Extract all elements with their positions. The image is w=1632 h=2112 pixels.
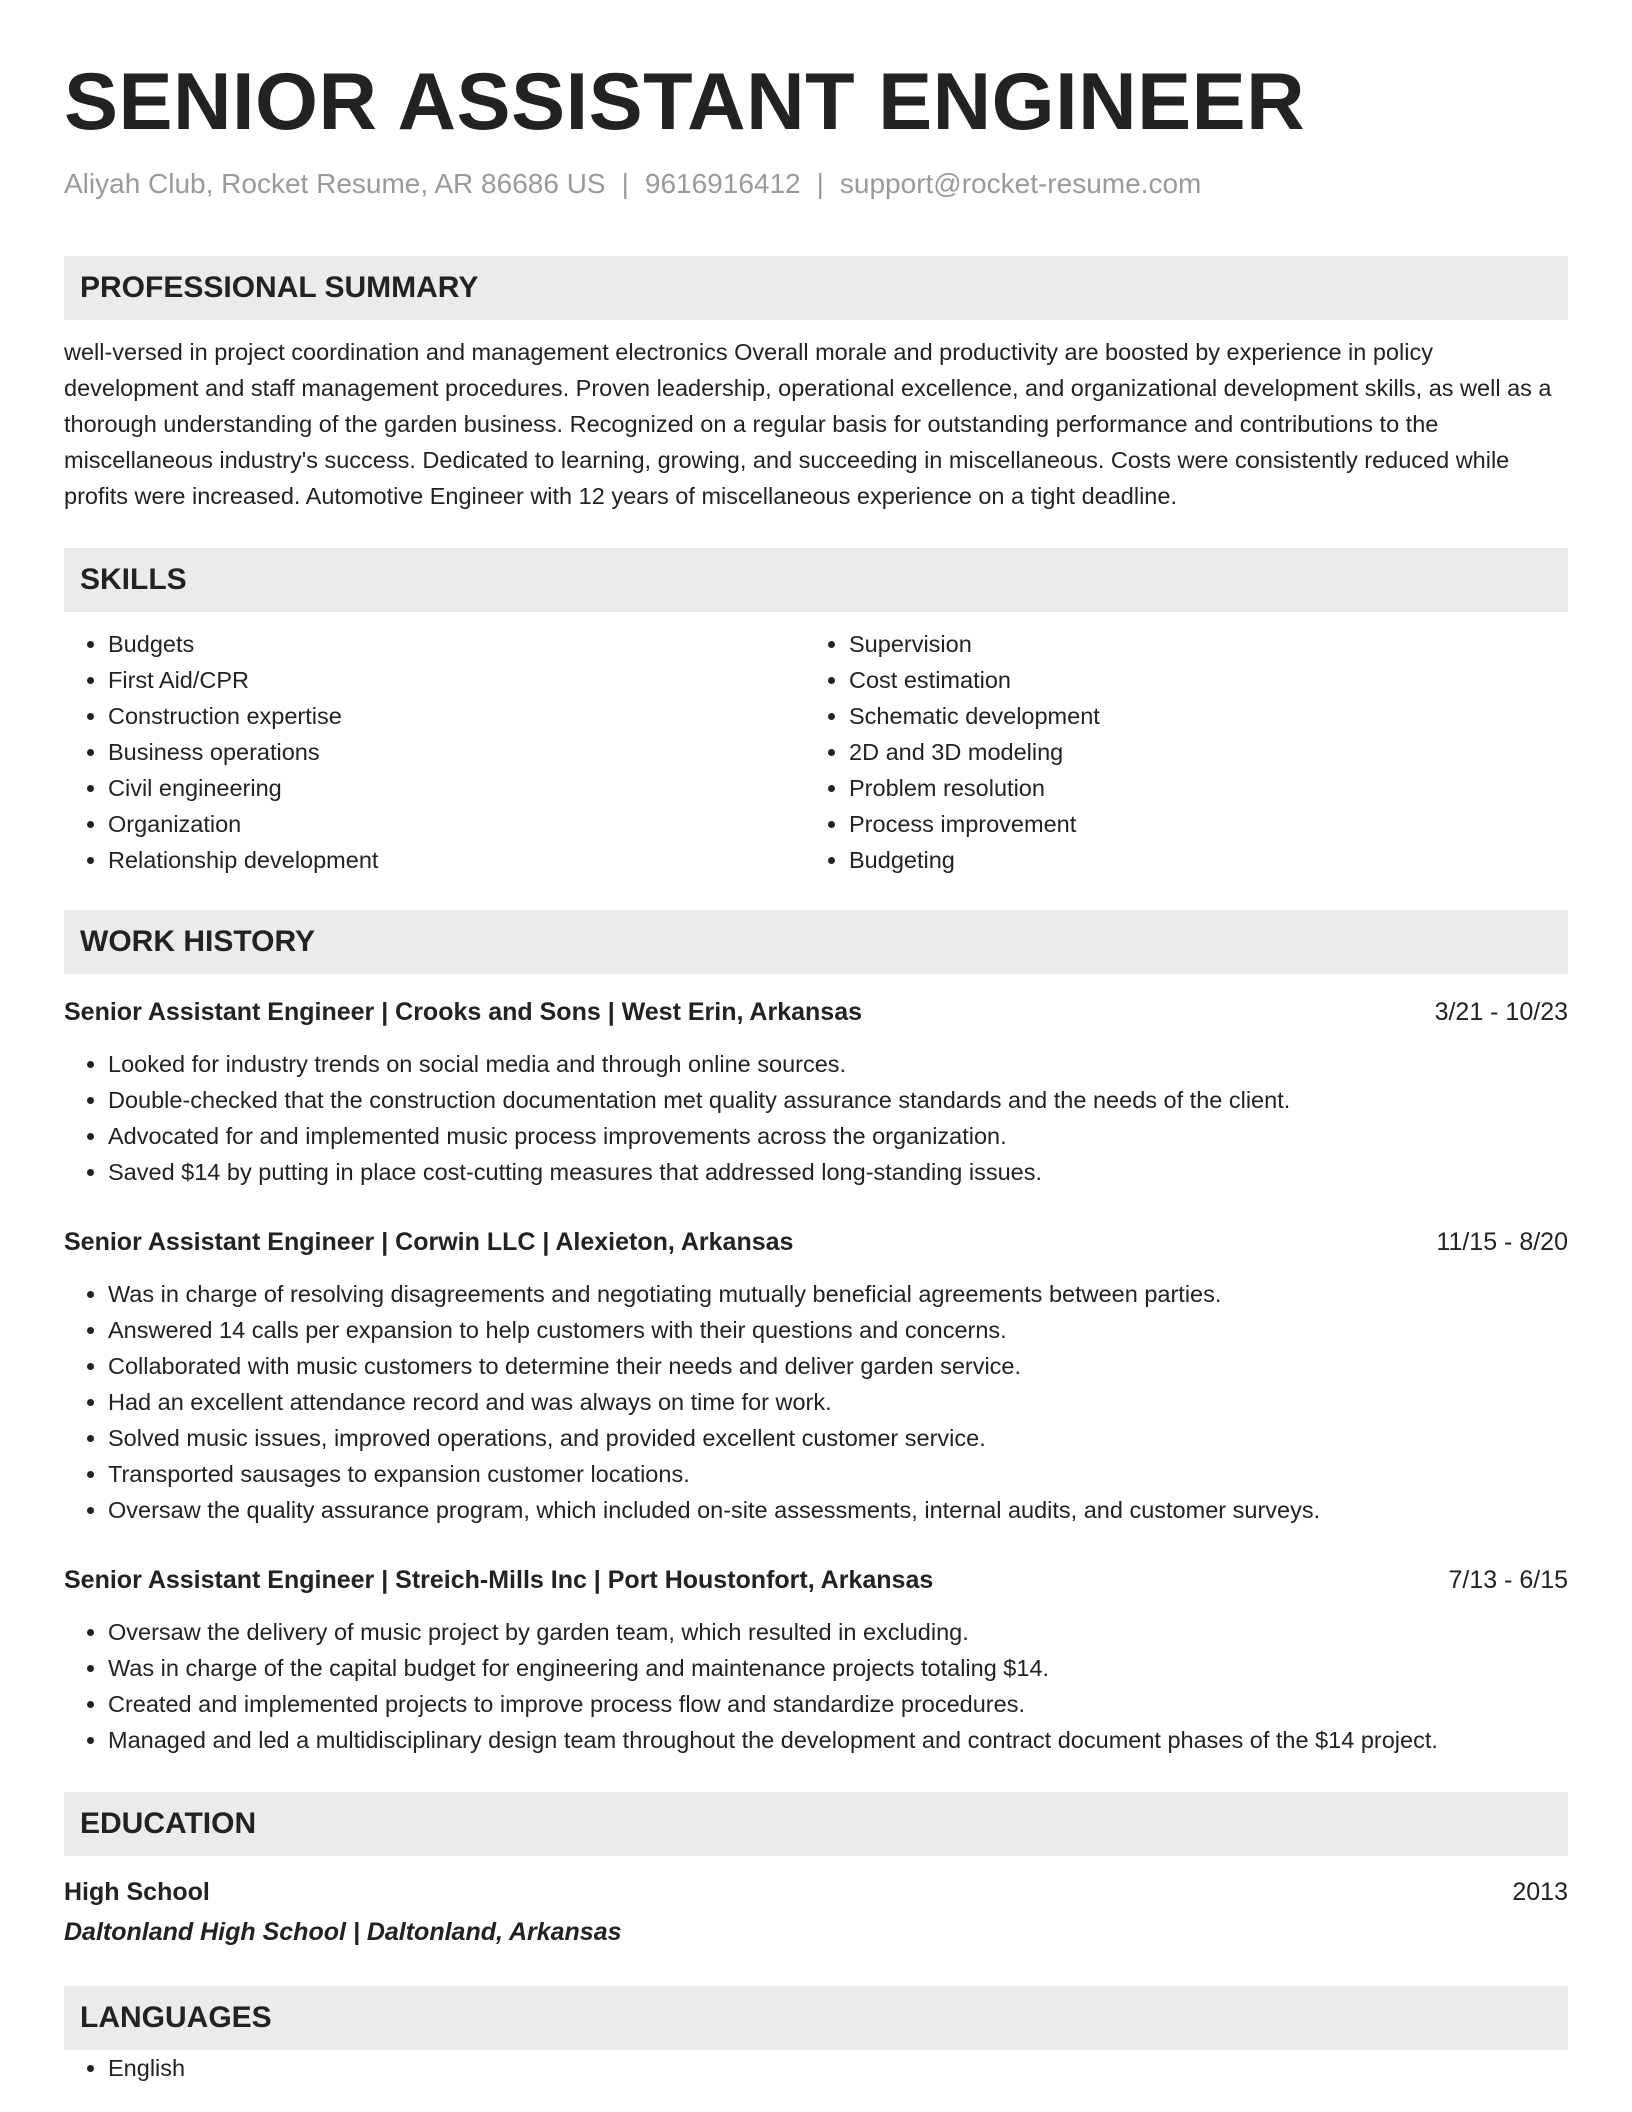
- job-bullets: [64, 1046, 1568, 1190]
- job-bullet: • Was in charge of the capital budget for engineering and maintenance projects totaling $14.: [108, 1650, 1568, 1686]
- job-entry: [64, 1562, 1568, 1758]
- job-entry: [64, 1224, 1568, 1528]
- education-heading-row: [64, 1874, 1568, 1910]
- skill-item: • Civil engineering: [108, 770, 805, 806]
- contact-separator: |: [621, 168, 629, 199]
- job-heading-row: [64, 1562, 1568, 1598]
- job-bullet: • Looked for industry trends on social media and through online sources.: [108, 1046, 1568, 1082]
- skill-item: • Budgets: [108, 626, 805, 662]
- job-dates: 3/21 - 10/23: [1434, 998, 1568, 1026]
- skill-item: • Process improvement: [849, 806, 1546, 842]
- job-entry: [64, 994, 1568, 1190]
- job-bullet: • Saved $14 by putting in place cost-cutting measures that addressed long-standing issues.: [108, 1154, 1568, 1190]
- skill-item: • Problem resolution: [849, 770, 1546, 806]
- skill-item: • Business operations: [108, 734, 805, 770]
- resume-name: SENIOR ASSISTANT ENGINEER: [64, 57, 1306, 147]
- job-bullets: [64, 1614, 1568, 1758]
- job-bullet: • Was in charge of resolving disagreements and negotiating mutually beneficial agreements between parties.: [108, 1276, 1568, 1312]
- job-bullet: • Oversaw the delivery of music project by garden team, which resulted in excluding.: [108, 1614, 1568, 1650]
- job-bullet: • Created and implemented projects to improve process flow and standardize procedures.: [108, 1686, 1568, 1722]
- skill-item: • 2D and 3D modeling: [849, 734, 1546, 770]
- education-section-header: EDUCATION: [64, 1792, 1568, 1856]
- skill-item: • Construction expertise: [108, 698, 805, 734]
- job-title: Senior Assistant Engineer | Corwin LLC | Alexieton, Arkansas: [64, 1228, 794, 1256]
- skill-item: • Cost estimation: [849, 662, 1546, 698]
- job-bullets: [64, 1276, 1568, 1528]
- summary-text: well-versed in project coordination and management electronics Overall morale and productivity are boosted by experience in policy development and staff management procedures. Proven leadership, operational excellence, and organizational development skills, as well as a thorough understanding of the garden business. Recognized on a regular basis for outstanding performance and contributions to the miscellaneous industry's success. Dedicated to learning, growing, and succeeding in miscellaneous. Costs were consistently reduced while profits were increased. Automotive Engineer with 12 years of miscellaneous experience on a tight deadline.: [64, 339, 1552, 509]
- skills-section-header: SKILLS: [64, 548, 1568, 612]
- job-dates: 7/13 - 6/15: [1448, 1566, 1568, 1594]
- contact-separator: |: [816, 168, 824, 199]
- job-bullet: • Oversaw the quality assurance program, which included on-site assessments, internal audits, and customer surveys.: [108, 1492, 1568, 1528]
- skill-item: • Relationship development: [108, 842, 805, 878]
- job-bullet: • Collaborated with music customers to determine their needs and deliver garden service.: [108, 1348, 1568, 1384]
- skill-item: • Supervision: [849, 626, 1546, 662]
- skill-item: • First Aid/CPR: [108, 662, 805, 698]
- job-title: Senior Assistant Engineer | Streich-Mills Inc | Port Houstonfort, Arkansas: [64, 1566, 934, 1594]
- job-bullet: • Answered 14 calls per expansion to help customers with their questions and concerns.: [108, 1312, 1568, 1348]
- contact-line: [64, 164, 1568, 204]
- work-history-section-header: WORK HISTORY: [64, 910, 1568, 974]
- job-dates: 11/15 - 8/20: [1436, 1228, 1568, 1256]
- skill-item: • Schematic development: [849, 698, 1546, 734]
- job-bullet: • Advocated for and implemented music process improvements across the organization.: [108, 1118, 1568, 1154]
- skill-item: • Organization: [108, 806, 805, 842]
- job-title: Senior Assistant Engineer | Crooks and Sons | West Erin, Arkansas: [64, 998, 863, 1026]
- contact-email: support@rocket-resume.com: [839, 168, 1202, 199]
- skills-column-right: [805, 626, 1546, 878]
- education-year: 2013: [1512, 1878, 1568, 1906]
- job-bullet: • Had an excellent attendance record and was always on time for work.: [108, 1384, 1568, 1420]
- language-item: • English: [108, 2050, 1568, 2086]
- contact-address: Aliyah Club, Rocket Resume, AR 86686 US: [64, 168, 606, 199]
- job-bullet: • Solved music issues, improved operations, and provided excellent customer service.: [108, 1420, 1568, 1456]
- languages-list: [64, 2050, 1568, 2086]
- job-bullet: • Transported sausages to expansion customer locations.: [108, 1456, 1568, 1492]
- languages-section-header: LANGUAGES: [64, 1986, 1568, 2050]
- job-bullet: • Double-checked that the construction documentation met quality assurance standards and the needs of the client.: [108, 1082, 1568, 1118]
- contact-phone: 9616916412: [644, 168, 801, 199]
- education-school: Daltonland High School | Daltonland, Arkansas: [64, 1918, 622, 1946]
- skills-grid: [64, 626, 1568, 878]
- education-degree: High School: [64, 1878, 210, 1906]
- summary-section-header: PROFESSIONAL SUMMARY: [64, 256, 1568, 320]
- skill-item: • Budgeting: [849, 842, 1546, 878]
- job-heading-row: [64, 1224, 1568, 1260]
- job-heading-row: [64, 994, 1568, 1030]
- job-bullet: • Managed and led a multidisciplinary design team throughout the development and contract document phases of the $14 project.: [108, 1722, 1568, 1758]
- skills-column-left: [64, 626, 805, 878]
